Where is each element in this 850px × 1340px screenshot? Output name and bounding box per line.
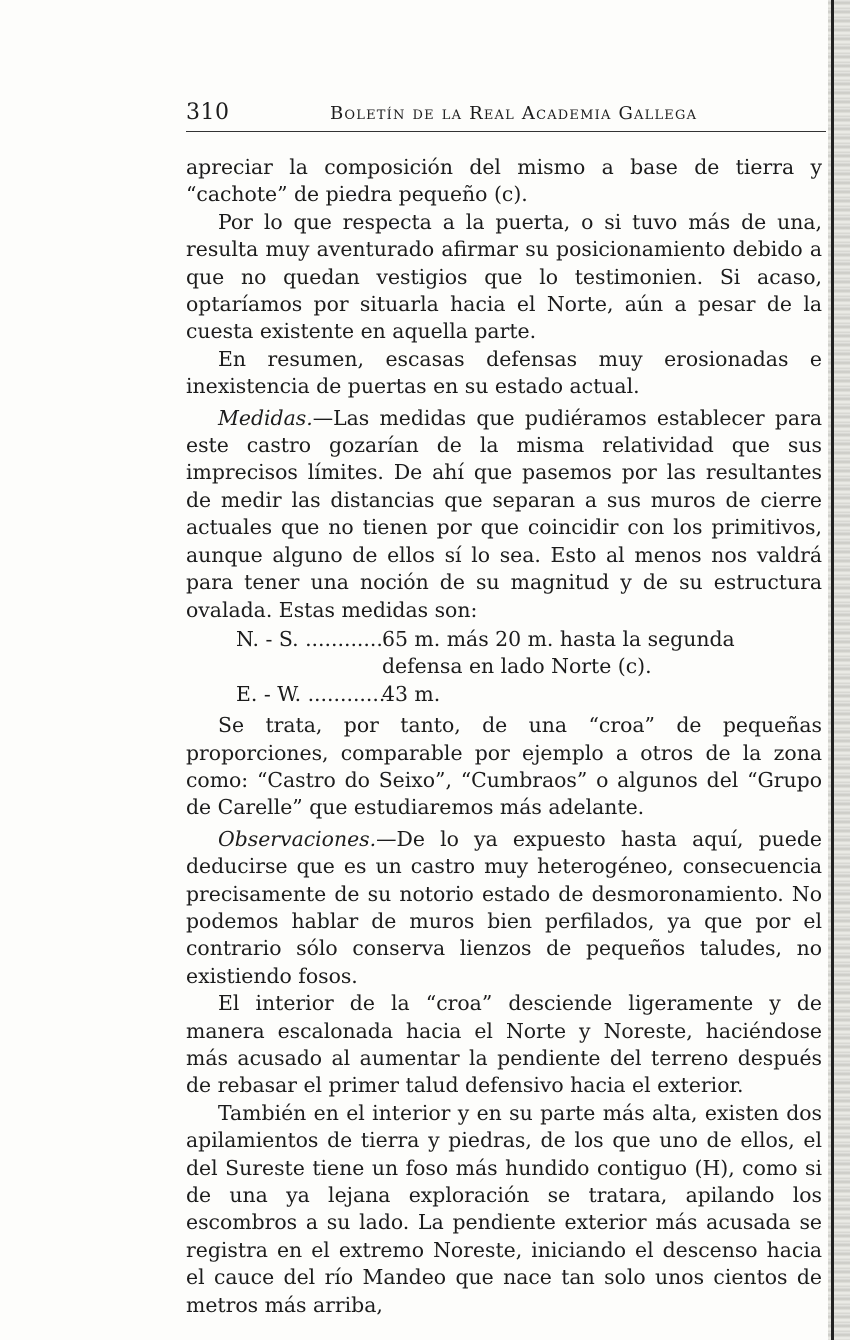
measure-label: E. - W. ............ bbox=[236, 681, 386, 706]
measures-table bbox=[186, 626, 822, 708]
page-edge bbox=[831, 0, 834, 1340]
measure-value: 65 m. más 20 m. hasta la segunda bbox=[382, 626, 735, 651]
medidas-heading: Medidas. bbox=[218, 405, 313, 430]
running-title: Boletín de la Real Academia Gallega bbox=[330, 103, 698, 124]
measure-label: N. - S. ............ bbox=[236, 626, 383, 651]
paragraph-3: En resumen, escasas defensas muy erosionadas e inexistencia de puertas en su estado actual. bbox=[186, 346, 822, 399]
paragraph-7: El interior de la “croa” desciende ligeramente y de manera escalonada hacia el Norte y Noreste, haciéndose más acusado al aumentar la pendiente del terreno después de rebasar el primer talud defensivo hacia el exterior. bbox=[186, 991, 822, 1098]
paragraph-1: apreciar la composición del mismo a base de tierra y “cachote” de piedra pequeño (c). bbox=[186, 155, 822, 207]
page-number: 310 bbox=[186, 100, 230, 125]
paragraph-observaciones bbox=[186, 826, 822, 990]
measure-row-continuation bbox=[186, 653, 822, 680]
measure-value: 43 m. bbox=[382, 681, 441, 706]
header-rule bbox=[186, 131, 826, 132]
running-head bbox=[186, 100, 826, 130]
medidas-text: —Las medidas que pudiéramos establecer para este castro gozarían de la misma relatividad que sus imprecisos límites. De ahí que pasemos por las resultantes de medir las distancias que separan a sus muros de cierre actuales que no tienen por que coincidir con los primitivos, aunque alguno de ellos sí lo sea. Esto al menos nos valdrá para tener una noción de su magnitud y de su estructura ovalada. Estas medidas son: bbox=[186, 405, 822, 622]
measure-row bbox=[186, 626, 822, 653]
observaciones-heading: Observaciones. bbox=[218, 826, 377, 851]
paragraph-8: También en el interior y en su parte más alta, existen dos apilamientos de tierra y piedras, de los que uno de ellos, el del Sureste tiene un foso más hundido contiguo (H), como si de una ya lejana exploración se tratara, apilando los escombros a su lado. La pendiente exterior más acusada se registra en el extremo Noreste, iniciando el descenso hacia el cauce del río Mandeo que nace tan solo unos cientos de metros más arriba, bbox=[186, 1100, 822, 1317]
paragraph-5: Se trata, por tanto, de una “croa” de pequeñas proporciones, comparable por ejemplo a otros de la zona como: “Castro do Seixo”, “Cumbraos” o algunos del “Grupo de Carelle” que estudiaremos más adelante. bbox=[186, 713, 822, 820]
paragraph-medidas bbox=[186, 405, 822, 624]
observaciones-text: —De lo ya expuesto hasta aquí, puede deducirse que es un castro muy heterogéneo, consecuencia precisamente de su notorio estado de desmoronamiento. No podemos hablar de muros bien perfilados, ya que por el contrario sólo conserva lienzos de pequeños taludes, no existiendo fosos. bbox=[186, 826, 822, 988]
paragraph-2: Por lo que respecta a la puerta, o si tuvo más de una, resulta muy aventurado afirmar su posicionamiento debido a que no quedan vestigios que lo testimonien. Si acaso, optaríamos por situarla hacia el Norte, aún a pesar de la cuesta existente en aquella parte. bbox=[186, 209, 822, 344]
measure-value-continuation: defensa en lado Norte (c). bbox=[382, 654, 652, 679]
body-text bbox=[186, 154, 822, 1319]
measure-row bbox=[186, 681, 822, 708]
